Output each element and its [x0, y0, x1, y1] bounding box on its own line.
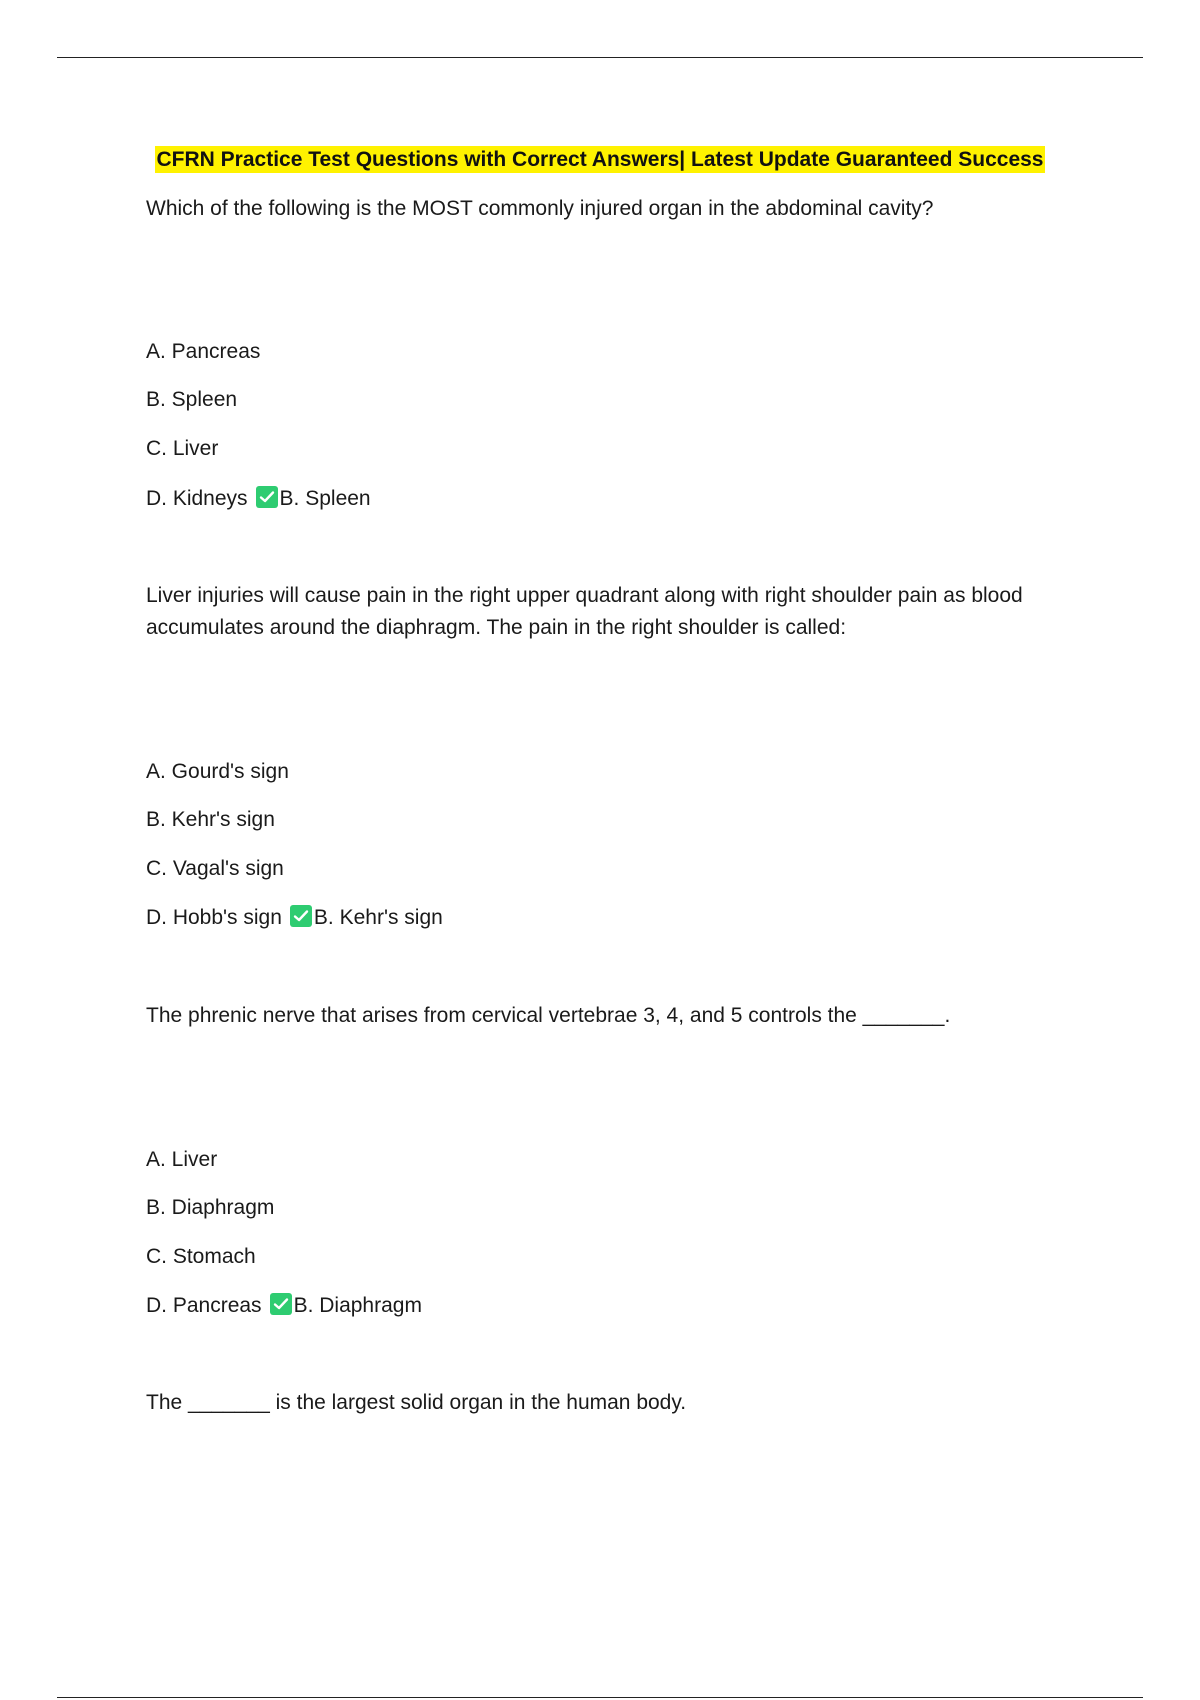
question-3-option-d-row [146, 1292, 422, 1320]
title-container [0, 146, 1200, 173]
question-1-option-d: D. Kidneys [146, 487, 248, 510]
question-3-option-a: A. Liver [146, 1148, 218, 1171]
question-2-option-b: B. Kehr's sign [146, 808, 275, 831]
question-2-answer: B. Kehr's sign [313, 906, 443, 929]
question-2-option-a: A. Gourd's sign [146, 760, 289, 783]
question-1-option-c: C. Liver [146, 437, 219, 460]
question-1-option-a: A. Pancreas [146, 340, 261, 363]
question-3-option-b: B. Diaphragm [146, 1196, 275, 1219]
question-3-text: The phrenic nerve that arises from cervical vertebrae 3, 4, and 5 controls the _______. [146, 1004, 951, 1027]
header-rule [57, 57, 1143, 58]
document-title: CFRN Practice Test Questions with Correct Answers| Latest Update Guaranteed Success [156, 148, 1044, 171]
question-2-option-c: C. Vagal's sign [146, 857, 284, 880]
question-3-answer: B. Diaphragm [293, 1294, 422, 1317]
question-1-answer: B. Spleen [279, 487, 371, 510]
check-icon [270, 1293, 292, 1315]
question-2-option-d: D. Hobb's sign [146, 906, 282, 929]
check-icon [256, 486, 278, 508]
question-3-option-d: D. Pancreas [146, 1294, 262, 1317]
question-1-text: Which of the following is the MOST commonly injured organ in the abdominal cavity? [146, 197, 934, 220]
footer-rule [57, 1697, 1143, 1698]
question-3-option-c: C. Stomach [146, 1245, 256, 1268]
question-4-text: The _______ is the largest solid organ in the human body. [146, 1391, 687, 1414]
check-icon [290, 905, 312, 927]
question-1-option-d-row [146, 485, 371, 513]
question-2-option-d-row [146, 904, 443, 932]
question-1-option-b: B. Spleen [146, 388, 238, 411]
question-2-text: Liver injuries will cause pain in the right upper quadrant along with right shoulder pain as blood accumulates around the diaphragm. The pain in the right shoulder is called: [146, 584, 1023, 639]
